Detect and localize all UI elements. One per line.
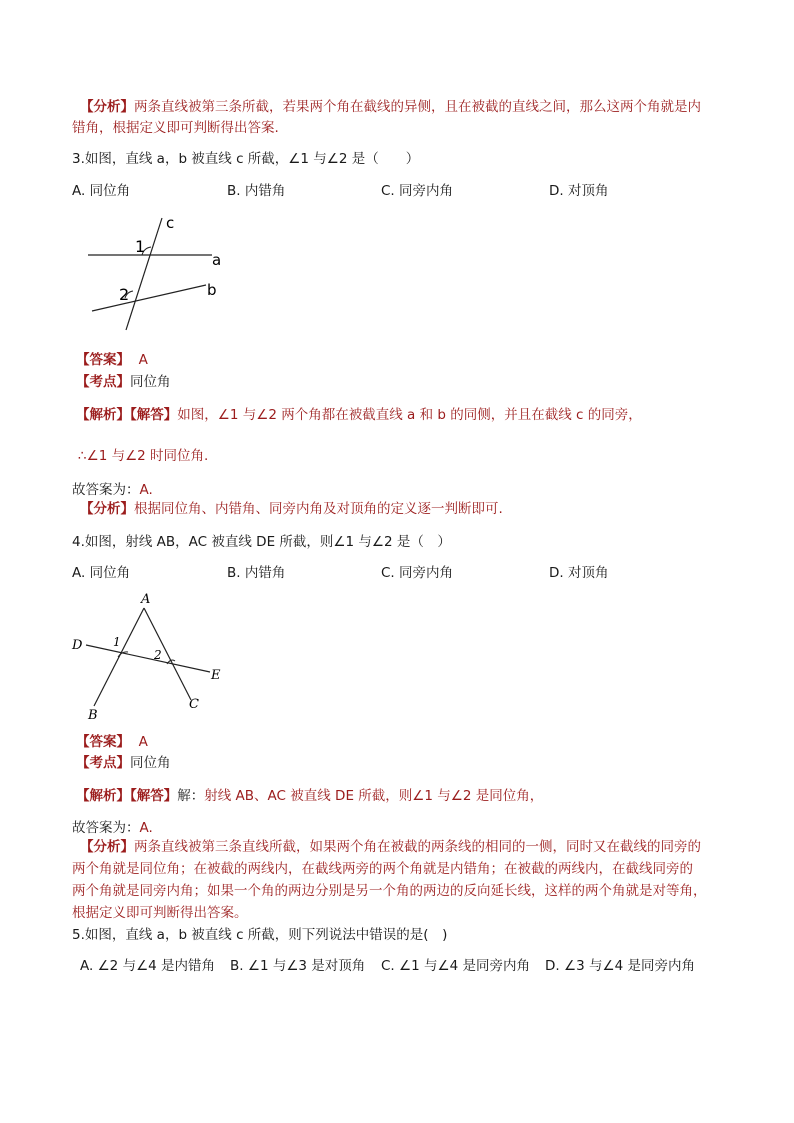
solution-prefix: 解： (177, 788, 205, 804)
topic-value: 同位角 (130, 755, 171, 771)
q3-option-d: D. 对顶角 (549, 183, 609, 199)
q5-option-b: B. ∠1 与∠3 是对顶角 (230, 958, 366, 974)
q3-option-c: C. 同旁内角 (381, 183, 454, 199)
answer-value: A (138, 734, 148, 750)
q4-solution-row (76, 785, 543, 807)
conclusion-prefix: 故答案为： (72, 482, 140, 498)
conclusion-value: A. (139, 820, 153, 836)
topic-tag: 【考点】 (76, 755, 130, 771)
conclusion-value: A. (139, 482, 153, 498)
solution-tag: 【解析】【解答】 (76, 788, 178, 804)
question-4-stem: 4.如图，射线 AB，AC 被直线 DE 所截，则∠1 与∠2 是（ ） (72, 534, 451, 550)
label-B: B (88, 708, 98, 723)
question-3-stem: 3.如图，直线 a，b 被直线 c 所截，∠1 与∠2 是（ ） (72, 151, 420, 167)
analysis-tag: 【分析】 (80, 839, 134, 855)
label-c: c (166, 214, 175, 232)
label-1: 1 (135, 237, 146, 256)
q3-option-b: B. 内错角 (227, 183, 286, 199)
answer-value: A (138, 352, 148, 368)
solution-text: 射线 AB、AC 被直线 DE 所截，则∠1 与∠2 是同位角， (204, 788, 544, 804)
line-de (86, 645, 210, 672)
topic-value: 同位角 (130, 374, 171, 390)
q3-figure (80, 210, 240, 335)
q4-analysis-row (80, 836, 701, 858)
label-2: 2 (119, 285, 130, 304)
q4-analysis-line2: 两个角就是同位角；在被截的两线内，在截线两旁的两个角就是内错角；在被截的两线内，在截线同旁的 (72, 861, 693, 877)
q4-option-b: B. 内错角 (227, 565, 286, 581)
q5-option-c: C. ∠1 与∠4 是同旁内角 (381, 958, 530, 974)
q4-option-d: D. 对顶角 (549, 565, 609, 581)
q4-option-a: A. 同位角 (72, 565, 131, 581)
label-1: 1 (113, 635, 121, 649)
answer-tag: 【答案】 (76, 734, 130, 750)
conclusion-prefix: 故答案为： (72, 820, 140, 836)
line-c (126, 218, 162, 330)
q4-analysis-line4: 根据定义即可判断得出答案。 (72, 905, 248, 921)
label-C: C (189, 697, 199, 712)
label-E: E (211, 668, 221, 683)
q3-solution-row (76, 404, 642, 426)
ray-ab (94, 608, 144, 706)
q3-answer-row (76, 349, 148, 371)
analysis-text: 根据同位角、内错角、同旁内角及对顶角的定义逐一判断即可. (134, 501, 503, 517)
q3-topic-row (76, 371, 171, 393)
analysis-text-line2: 错角，根据定义即可判断得出答案. (72, 120, 279, 136)
analysis-tag: 【分析】 (80, 501, 134, 517)
ray-ac (144, 608, 191, 700)
q3-solution-line2: ∴∠1 与∠2 时同位角. (78, 448, 209, 464)
solution-tag: 【解析】【解答】 (76, 407, 178, 423)
label-A: A (141, 592, 151, 607)
analysis-text: 两条直线被第三条所截，若果两个角在截线的异侧，且在被截的直线之间，那么这两个角就是内 (134, 99, 701, 115)
analysis-text: 两条直线被第三条直线所截，如果两个角在被截的两条线的相同的一侧，同时又在截线的同旁的 (134, 839, 701, 855)
label-b: b (207, 281, 217, 299)
q4-figure (68, 588, 238, 728)
q3-analysis-row (80, 498, 503, 520)
q4-analysis-line3: 两个角就是同旁内角；如果一个角的两边分别是另一个角的两边的反向延长线，这样的两个角就是对等角， (72, 883, 707, 899)
answer-tag: 【答案】 (76, 352, 130, 368)
analysis-paragraph (80, 96, 701, 118)
q4-option-c: C. 同旁内角 (381, 565, 454, 581)
question-5-stem: 5.如图，直线 a，b 被直线 c 所截，则下列说法中错误的是( ) (72, 927, 448, 943)
q4-topic-row (76, 752, 171, 774)
q4-answer-row (76, 731, 148, 753)
line-b (92, 285, 206, 311)
q5-option-a: A. ∠2 与∠4 是内错角 (80, 958, 216, 974)
analysis-tag: 【分析】 (80, 99, 134, 115)
label-a: a (212, 251, 222, 269)
label-2: 2 (154, 648, 162, 662)
label-D: D (72, 638, 83, 653)
q3-option-a: A. 同位角 (72, 183, 131, 199)
solution-text: 如图，∠1 与∠2 两个角都在被截直线 a 和 b 的同侧，并且在截线 c 的同旁， (177, 407, 642, 423)
topic-tag: 【考点】 (76, 374, 130, 390)
q5-option-d: D. ∠3 与∠4 是同旁内角 (545, 958, 695, 974)
